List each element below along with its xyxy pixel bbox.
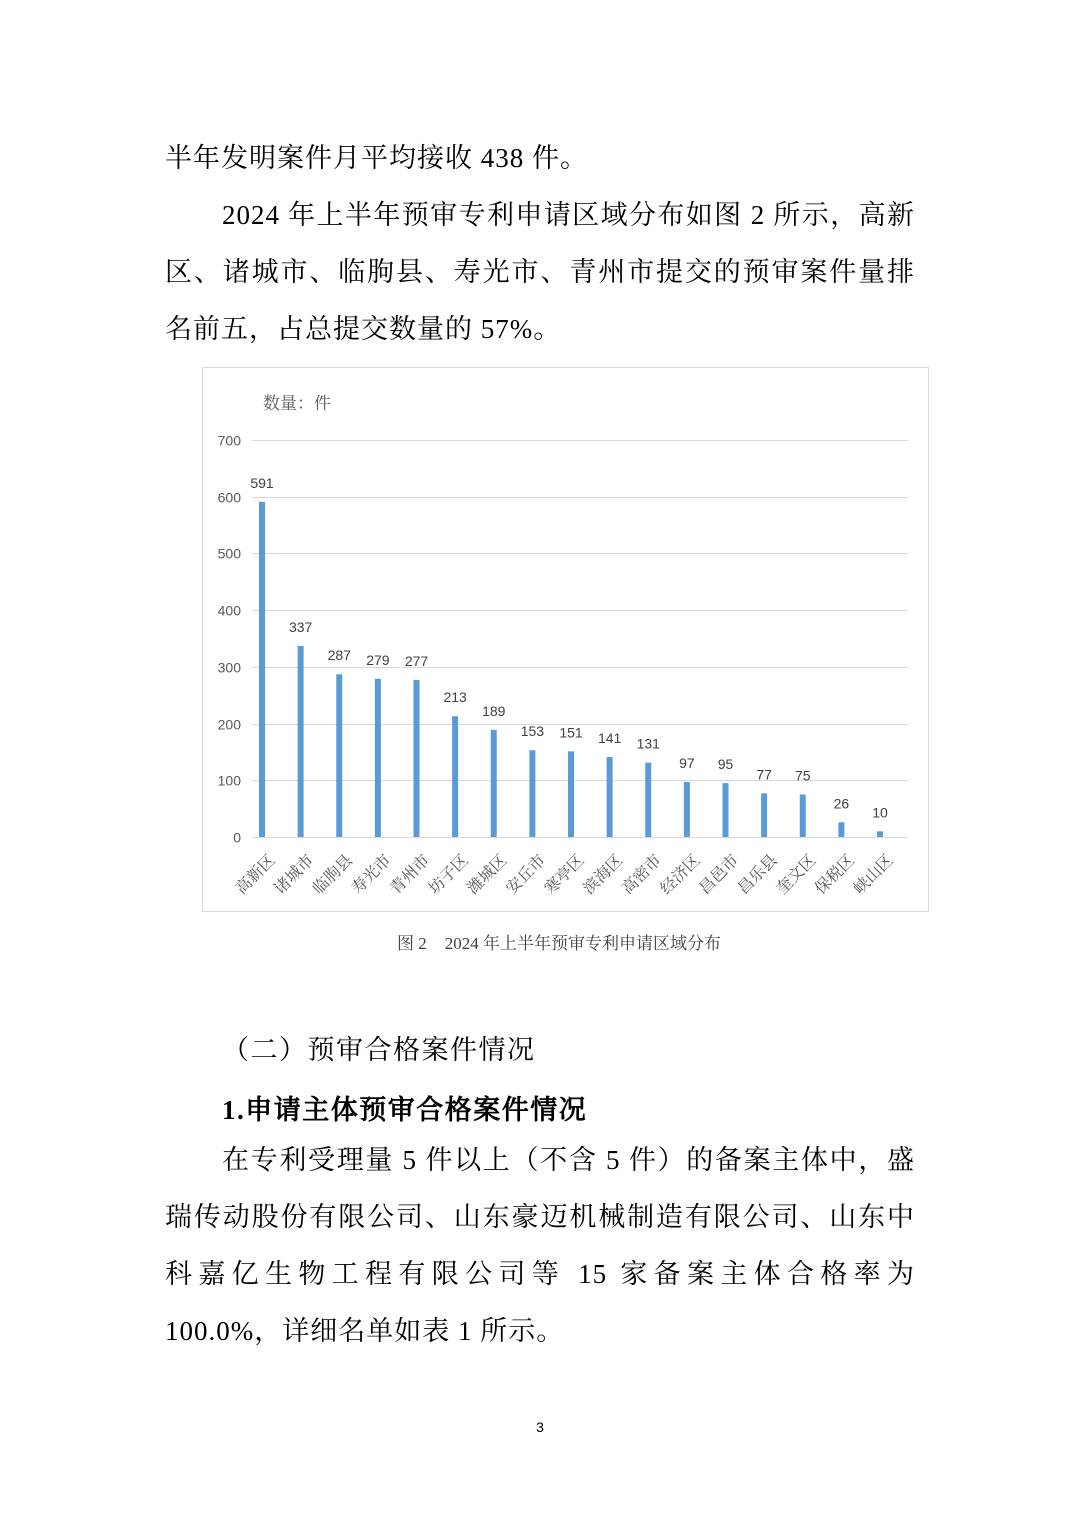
bar	[452, 716, 458, 837]
bar-chart	[203, 368, 928, 911]
x-tick-label: 奎文区	[772, 850, 820, 898]
section-subheading: 1.申请主体预审合格案件情况	[222, 1095, 588, 1125]
x-tick-label: 昌邑市	[694, 850, 743, 898]
figure-title: 2024 年上半年预审专利申请区域分布	[444, 934, 721, 953]
data-label: 337	[288, 618, 313, 635]
bar	[491, 730, 497, 837]
text-line: 100.0%，详细名单如表 1 所示。	[165, 1316, 565, 1346]
text-line: 区、诸城市、临朐县、寿光市、青州市提交的预审案件量排	[165, 257, 915, 287]
data-label: 153	[520, 723, 545, 740]
bar	[529, 750, 535, 837]
y-tick-label: 600	[217, 489, 241, 506]
data-label: 213	[443, 689, 467, 706]
section-heading: （二）预审合格案件情况	[222, 1035, 536, 1065]
bar	[298, 646, 304, 837]
bar	[375, 679, 381, 837]
bar	[607, 757, 613, 837]
data-label: 10	[872, 804, 888, 821]
x-tick-label: 峡山区	[849, 850, 897, 898]
data-label: 279	[366, 651, 390, 668]
section-paragraph	[165, 1132, 915, 1360]
x-tick-label: 高新区	[231, 850, 279, 898]
text-line: 半年发明案件月平均接收 438 件。	[165, 143, 588, 173]
y-tick-label: 100	[217, 772, 241, 789]
y-tick-label: 400	[217, 602, 241, 619]
y-axis-unit-label: 数量：件	[263, 394, 331, 414]
data-label: 95	[717, 756, 734, 773]
data-label: 75	[794, 767, 811, 784]
x-tick-label: 高密市	[617, 850, 666, 898]
data-label: 131	[636, 735, 660, 752]
data-label: 189	[482, 702, 506, 719]
bar	[838, 822, 844, 837]
x-tick-label: 坊子区	[424, 850, 472, 898]
text-line: 科嘉亿生物工程有限公司等 15 家备案主体合格率为	[165, 1259, 915, 1289]
x-tick-label: 诸城市	[270, 850, 318, 898]
data-label: 287	[327, 647, 351, 664]
y-tick-label: 500	[217, 545, 241, 562]
data-label: 26	[833, 795, 850, 812]
x-tick-label: 寒亭区	[540, 850, 588, 898]
x-tick-label: 滨海区	[579, 850, 627, 898]
body-paragraph	[165, 130, 915, 358]
bar	[684, 782, 690, 837]
bar	[414, 680, 420, 837]
bar	[645, 763, 651, 837]
x-tick-label: 临朐县	[308, 850, 357, 898]
bar	[800, 794, 806, 837]
x-tick-label: 经济区	[656, 850, 704, 898]
data-label: 141	[597, 730, 622, 747]
bar	[723, 783, 729, 837]
text-line: 名前五，占总提交数量的 57%。	[165, 314, 562, 344]
data-label: 591	[250, 474, 274, 491]
data-label: 151	[559, 724, 583, 741]
figure-label: 图 2	[397, 934, 427, 953]
data-label: 77	[756, 766, 772, 783]
bar	[259, 502, 265, 837]
bar	[877, 831, 883, 837]
x-tick-label: 青州市	[385, 850, 434, 898]
x-tick-label: 昌乐县	[733, 850, 781, 898]
data-label: 277	[404, 652, 429, 669]
x-tick-label: 寿光市	[347, 850, 395, 898]
y-tick-label: 300	[217, 659, 241, 676]
chart-frame	[202, 367, 929, 912]
y-tick-label: 700	[217, 432, 241, 449]
y-tick-label: 0	[233, 829, 241, 846]
bar	[568, 751, 574, 837]
y-tick-label: 200	[217, 716, 241, 733]
bar	[336, 674, 342, 837]
text-line: 2024 年上半年预审专利申请区域分布如图 2 所示，高新	[222, 200, 915, 230]
x-tick-label: 安丘市	[501, 850, 550, 898]
data-label: 97	[679, 754, 695, 771]
bar	[761, 793, 767, 837]
text-line: 在专利受理量 5 件以上（不含 5 件）的备案主体中，盛	[222, 1145, 915, 1175]
figure-caption	[202, 932, 916, 956]
page-number: 3	[536, 1419, 544, 1435]
x-tick-label: 保税区	[810, 850, 859, 898]
text-line: 瑞传动股份有限公司、山东豪迈机械制造有限公司、山东中	[165, 1202, 915, 1232]
x-tick-label: 潍城区	[463, 850, 511, 898]
